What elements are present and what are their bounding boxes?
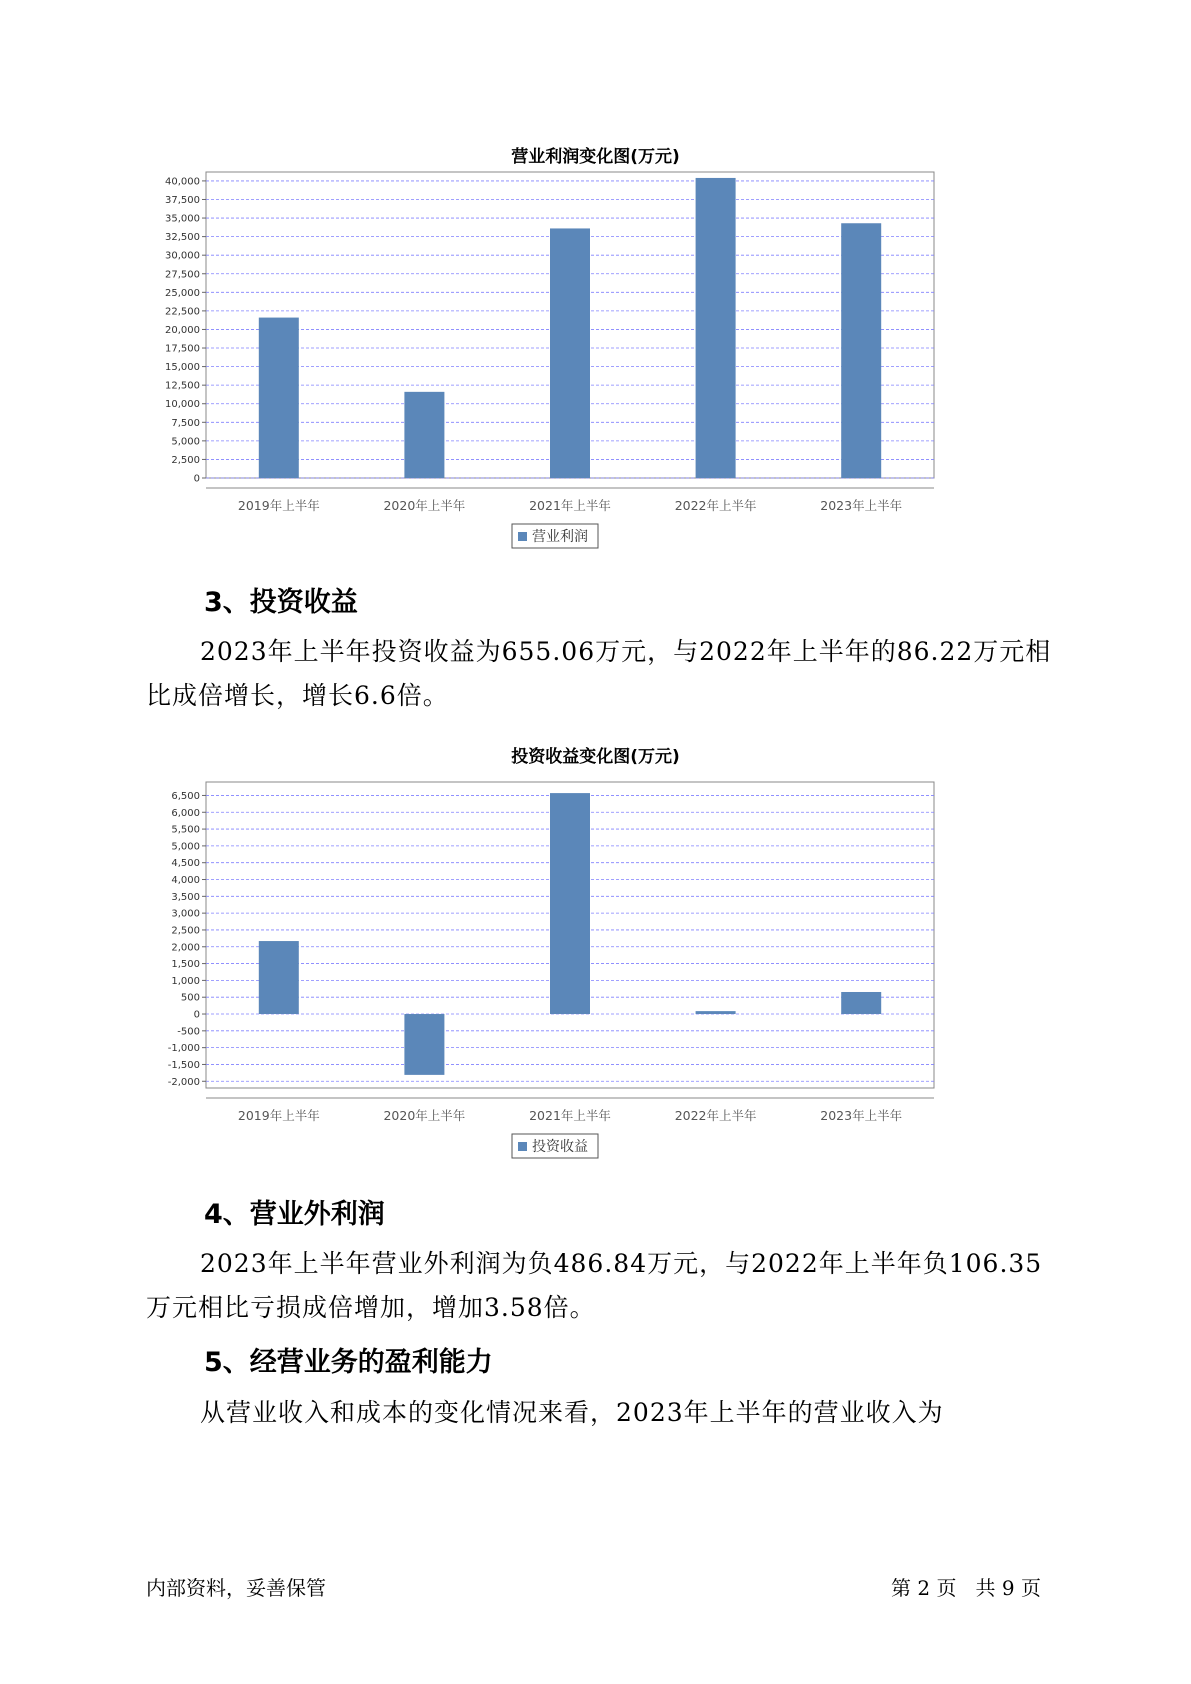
section-heading-non-operating-profit: 4、营业外利润 <box>204 1199 385 1230</box>
investment-income-chart <box>160 772 1020 1162</box>
bar <box>841 223 881 478</box>
y-tick-label: 30,000 <box>165 250 200 262</box>
bar <box>550 228 590 478</box>
y-tick-label: 10,000 <box>165 399 200 411</box>
y-tick-label: 22,500 <box>165 306 200 318</box>
bar <box>841 992 881 1014</box>
bar <box>404 392 444 478</box>
y-tick-label: 500 <box>180 992 200 1004</box>
y-tick-label: 6,500 <box>171 790 200 802</box>
y-tick-label: 0 <box>193 473 200 485</box>
legend-label: 投资收益 <box>532 1139 588 1155</box>
footer-confidential: 内部资料，妥善保管 <box>146 1576 326 1600</box>
y-tick-label: 5,000 <box>171 436 200 448</box>
legend-swatch <box>518 532 527 541</box>
y-tick-label: 32,500 <box>165 232 200 244</box>
y-tick-label: 20,000 <box>165 324 200 336</box>
x-tick-label: 2022年上半年 <box>674 1108 757 1123</box>
x-tick-label: 2023年上半年 <box>820 1108 903 1123</box>
x-tick-label: 2019年上半年 <box>237 498 320 513</box>
chart2-title: 投资收益变化图(万元) <box>511 747 680 767</box>
y-tick-label: 27,500 <box>165 269 200 281</box>
y-tick-label: -1,500 <box>167 1059 200 1071</box>
y-tick-label: 2,500 <box>171 925 200 937</box>
y-tick-label: 40,000 <box>165 176 200 188</box>
y-tick-label: 4,500 <box>171 858 200 870</box>
x-tick-label: 2023年上半年 <box>820 498 903 513</box>
y-tick-label: 35,000 <box>165 213 200 225</box>
section-heading-investment-income: 3、投资收益 <box>204 587 358 618</box>
paragraph-profitability: 从营业收入和成本的变化情况来看，2023年上半年的营业收入为 <box>200 1398 944 1427</box>
y-tick-label: 25,000 <box>165 287 200 299</box>
chart1-title: 营业利润变化图(万元) <box>511 147 680 167</box>
footer-page-number: 第 2 页 共 9 页 <box>891 1576 1041 1600</box>
x-tick-label: 2021年上半年 <box>529 498 611 513</box>
bar <box>259 318 299 478</box>
bar <box>696 1011 736 1014</box>
y-tick-label: 2,500 <box>171 454 200 466</box>
y-tick-label: 37,500 <box>165 194 200 206</box>
x-tick-label: 2020年上半年 <box>383 1108 466 1123</box>
y-tick-label: 1,500 <box>171 959 200 971</box>
y-tick-label: 4,000 <box>171 875 200 887</box>
x-tick-label: 2022年上半年 <box>674 498 757 513</box>
legend-label: 营业利润 <box>532 529 588 545</box>
operating-profit-chart <box>160 162 1020 552</box>
y-tick-label: -2,000 <box>167 1076 200 1088</box>
bar <box>696 178 736 478</box>
paragraph-non-operating-profit: 2023年上半年营业外利润为负486.84万元，与2022年上半年负106.35万元相比亏损成倍增加，增加3.58倍。 <box>146 1249 1043 1322</box>
y-tick-label: 5,000 <box>171 841 200 853</box>
bar <box>259 941 299 1014</box>
bar <box>404 1014 444 1075</box>
y-tick-label: 12,500 <box>165 380 200 392</box>
x-tick-label: 2019年上半年 <box>237 1108 320 1123</box>
y-tick-label: 0 <box>193 1009 200 1021</box>
y-tick-label: -1,000 <box>167 1043 200 1055</box>
paragraph-investment-income: 2023年上半年投资收益为655.06万元，与2022年上半年的86.22万元相比成倍增长，增长6.6倍。 <box>146 637 1052 710</box>
y-tick-label: 7,500 <box>171 417 200 429</box>
legend-swatch <box>518 1142 527 1151</box>
y-tick-label: 15,000 <box>165 362 200 374</box>
y-tick-label: 3,000 <box>171 908 200 920</box>
y-tick-label: 1,000 <box>171 975 200 987</box>
y-tick-label: 6,000 <box>171 807 200 819</box>
y-tick-label: -500 <box>177 1026 200 1038</box>
y-tick-label: 17,500 <box>165 343 200 355</box>
y-tick-label: 2,000 <box>171 942 200 954</box>
bar <box>550 793 590 1014</box>
section-heading-profitability: 5、经营业务的盈利能力 <box>204 1347 493 1378</box>
y-tick-label: 3,500 <box>171 891 200 903</box>
x-tick-label: 2021年上半年 <box>529 1108 611 1123</box>
y-tick-label: 5,500 <box>171 824 200 836</box>
x-tick-label: 2020年上半年 <box>383 498 466 513</box>
